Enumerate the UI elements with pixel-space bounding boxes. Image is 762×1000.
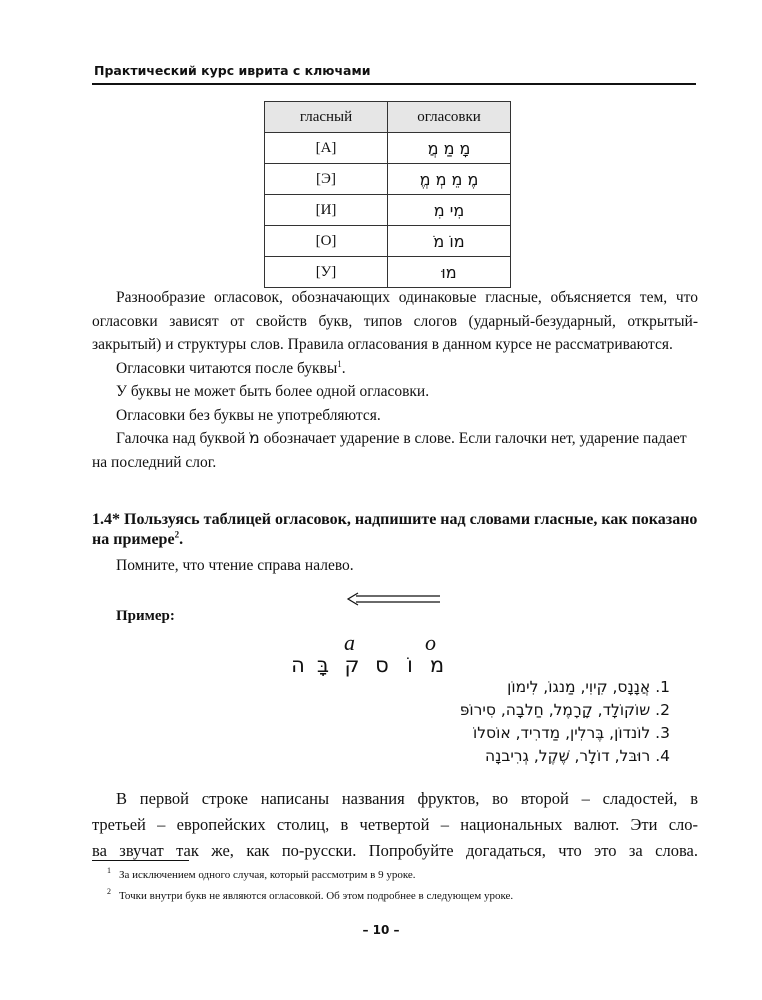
paragraph-vowel-variety: Разнообразие огласовок, обозначающих одинаковые гласные, объясняется тем, что огласовки зависят от свойств букв, типов слогов (ударный-безударный, открытый-закрытый) и структуры слов. Правила огласования в данном курсе не рассматриваются. — [92, 289, 698, 353]
paragraph-text: Огласовки читаются после буквы — [116, 359, 338, 377]
body-text-block — [92, 286, 698, 474]
reading-direction-note: Помните, что чтение справа налево. — [116, 557, 354, 574]
running-header-title: Практический курс иврита с ключами — [94, 63, 371, 78]
paragraph-no-standalone: Огласовки без буквы не употребляются. — [116, 406, 381, 424]
footnote-text: За исключением одного случая, который рассмотрим в 9 уроке. — [119, 869, 416, 881]
paragraph-read-after-letter — [92, 357, 698, 381]
exercise-line-3: 3. לוֹנדוֹן, בֶּרלִין, מַדרִיד, אוֹסלוֹ — [473, 724, 670, 742]
footnote-rule — [92, 860, 189, 861]
table-row — [265, 164, 511, 195]
marks-column-header: огласовки — [388, 102, 511, 133]
example-label: Пример: — [116, 608, 175, 624]
vowel-cell: [О] — [265, 226, 388, 257]
vowel-table-header-row — [265, 102, 511, 133]
exercise-line-1: 1. אֲנָנָס, קִיוִי, מַנגוֹ, לִימוֹן — [507, 678, 670, 696]
marks-cell: מוֹ מֹ — [388, 226, 511, 257]
footnote-text: Точки внутри букв не являются огласовкой. Об этом подробнее в следующем уроке. — [119, 890, 514, 902]
vowel-cell: [Э] — [265, 164, 388, 195]
closing-line: ва звучат так же, как по-русски. Попробуйте догадаться, что это за слова. — [92, 841, 698, 860]
paragraph-text: Галочка над буквой — [116, 430, 246, 447]
example-letter: מ — [429, 653, 445, 677]
closing-paragraph — [92, 786, 698, 864]
left-arrow-icon — [346, 592, 442, 606]
table-row — [265, 133, 511, 164]
closing-line: третьей – европейских столиц, в четвертой – национальных валют. Эти сло- — [92, 815, 698, 834]
paragraph-stress-mark — [92, 427, 698, 474]
example-letter: ס — [375, 653, 389, 677]
table-row — [265, 195, 511, 226]
example-vowel-o: o — [425, 630, 436, 655]
footnote-ref-1: 1 — [337, 358, 342, 369]
example-letter: וֹ — [407, 653, 413, 677]
example-letter: ק — [344, 653, 360, 677]
table-row — [265, 257, 511, 288]
paragraph-one-mark: У буквы не может быть более одной огласовки. — [116, 383, 430, 400]
exercise-heading-punctuation: . — [179, 531, 184, 548]
paragraph-text: обозначает ударение в слове. Если галочки нет, ударение падает на последний слог. — [92, 430, 687, 471]
exercise-line-4: 4. רוּבּל, דוֹלָר, שֶׁקֶל, גְרִיבנָה — [485, 747, 670, 765]
marks-cell: מָ מַ מֲ — [388, 133, 511, 164]
footnote-1 — [107, 868, 416, 882]
closing-line: В первой строке написаны названия фруктов, во второй – сладостей, в — [116, 789, 698, 808]
header-rule — [92, 83, 696, 85]
footnote-ref-2: 2 — [174, 529, 180, 540]
exercise-heading-text: 1.4* Пользуясь таблицей огласовок, надпишите над словами гласные, как показано на примере — [92, 511, 698, 548]
page-number: – 10 – — [362, 923, 400, 937]
exercise-line-2: 2. שוֹקוֹלָד, קָרָמֶל, חַלבָה, סִירוֹפּ — [459, 701, 670, 719]
exercise-heading — [92, 510, 698, 550]
vowel-cell: [У] — [265, 257, 388, 288]
footnote-mark: 2 — [107, 887, 111, 897]
marks-cell: מֶ מֵ מְ מֱ — [388, 164, 511, 195]
example-letter: בָּ — [316, 653, 330, 677]
vowel-column-header: гласный — [265, 102, 388, 133]
paragraph-punctuation: . — [341, 359, 346, 377]
marks-cell: מִי מִ — [388, 195, 511, 226]
footnote-mark: 1 — [107, 866, 111, 876]
example-vowel-a: a — [344, 630, 355, 655]
vowel-cell: [А] — [265, 133, 388, 164]
stress-letter: מֹ — [249, 429, 260, 447]
vowel-table — [264, 101, 511, 288]
marks-cell: מוּ — [388, 257, 511, 288]
table-row — [265, 226, 511, 257]
vowel-cell: [И] — [265, 195, 388, 226]
footnote-2 — [107, 889, 513, 903]
example-letter: ה — [291, 653, 305, 677]
